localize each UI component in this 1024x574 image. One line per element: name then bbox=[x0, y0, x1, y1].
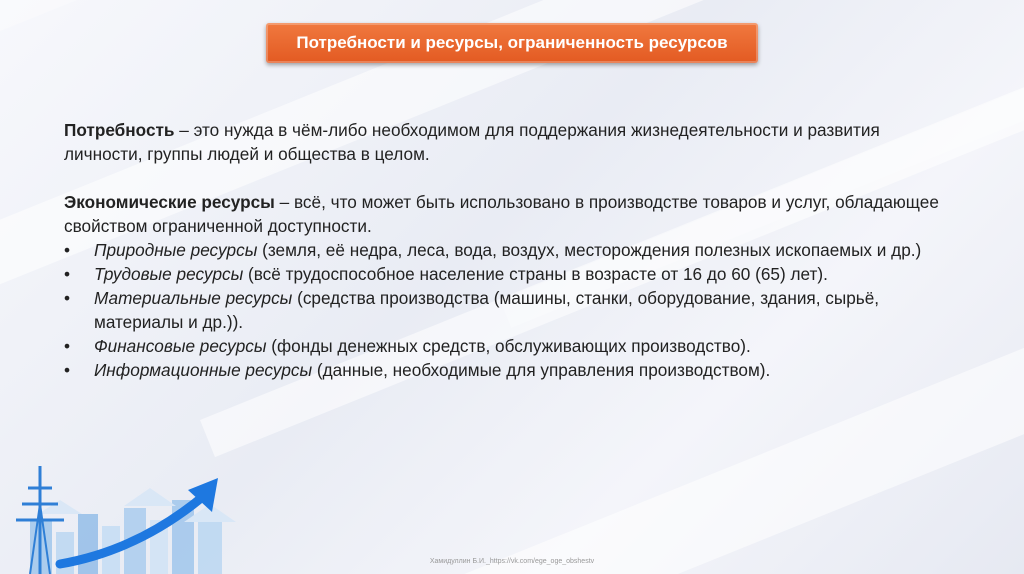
bullet: • bbox=[64, 240, 71, 260]
resources-definition: – всё, что может быть использовано в производстве товаров и услуг, обладающее свойством ограниченной доступности. bbox=[64, 192, 939, 236]
list-item bbox=[64, 334, 944, 358]
slide-title bbox=[266, 23, 758, 63]
need-term: Потребность bbox=[64, 120, 175, 140]
bullet: • bbox=[64, 336, 71, 356]
list-item bbox=[64, 262, 944, 286]
resources-list bbox=[64, 238, 944, 382]
bullet: • bbox=[64, 288, 71, 308]
slide-content bbox=[64, 118, 944, 382]
list-item bbox=[64, 286, 944, 334]
resource-name: Финансовые ресурсы bbox=[94, 336, 267, 356]
resource-desc: (данные, необходимые для управления производством). bbox=[312, 360, 771, 380]
resource-name: Природные ресурсы bbox=[94, 240, 258, 260]
resource-desc: (земля, её недра, леса, вода, воздух, месторождения полезных ископаемых и др.) bbox=[257, 240, 922, 260]
resource-name: Информационные ресурсы bbox=[94, 360, 313, 380]
resources-paragraph bbox=[64, 190, 944, 238]
resource-name: Материальные ресурсы bbox=[94, 288, 293, 308]
list-item bbox=[64, 358, 944, 382]
resource-desc: (всё трудоспособное население страны в возрасте от 16 до 60 (65) лет). bbox=[243, 264, 828, 284]
resource-desc: (фонды денежных средств, обслуживающих производство). bbox=[266, 336, 751, 356]
resource-name: Трудовые ресурсы bbox=[94, 264, 244, 284]
bullet: • bbox=[64, 360, 71, 380]
need-paragraph bbox=[64, 118, 944, 166]
footer-credit: Хамидуллин Б.И._https://vk.com/ege_oge_obshestv bbox=[429, 558, 595, 565]
list-item bbox=[64, 238, 944, 262]
resources-term: Экономические ресурсы bbox=[64, 192, 275, 212]
growth-chart-decoration bbox=[0, 460, 260, 574]
need-definition: – это нужда в чём-либо необходимом для поддержания жизнедеятельности и развития личности, группы людей и общества в целом. bbox=[64, 120, 880, 164]
resource-desc: (средства производства (машины, станки, оборудование, здания, сырьё, материалы и др.)). bbox=[94, 288, 880, 332]
bullet: • bbox=[64, 264, 71, 284]
slide-title-text: Потребности и ресурсы, ограниченность ресурсов bbox=[296, 33, 728, 52]
